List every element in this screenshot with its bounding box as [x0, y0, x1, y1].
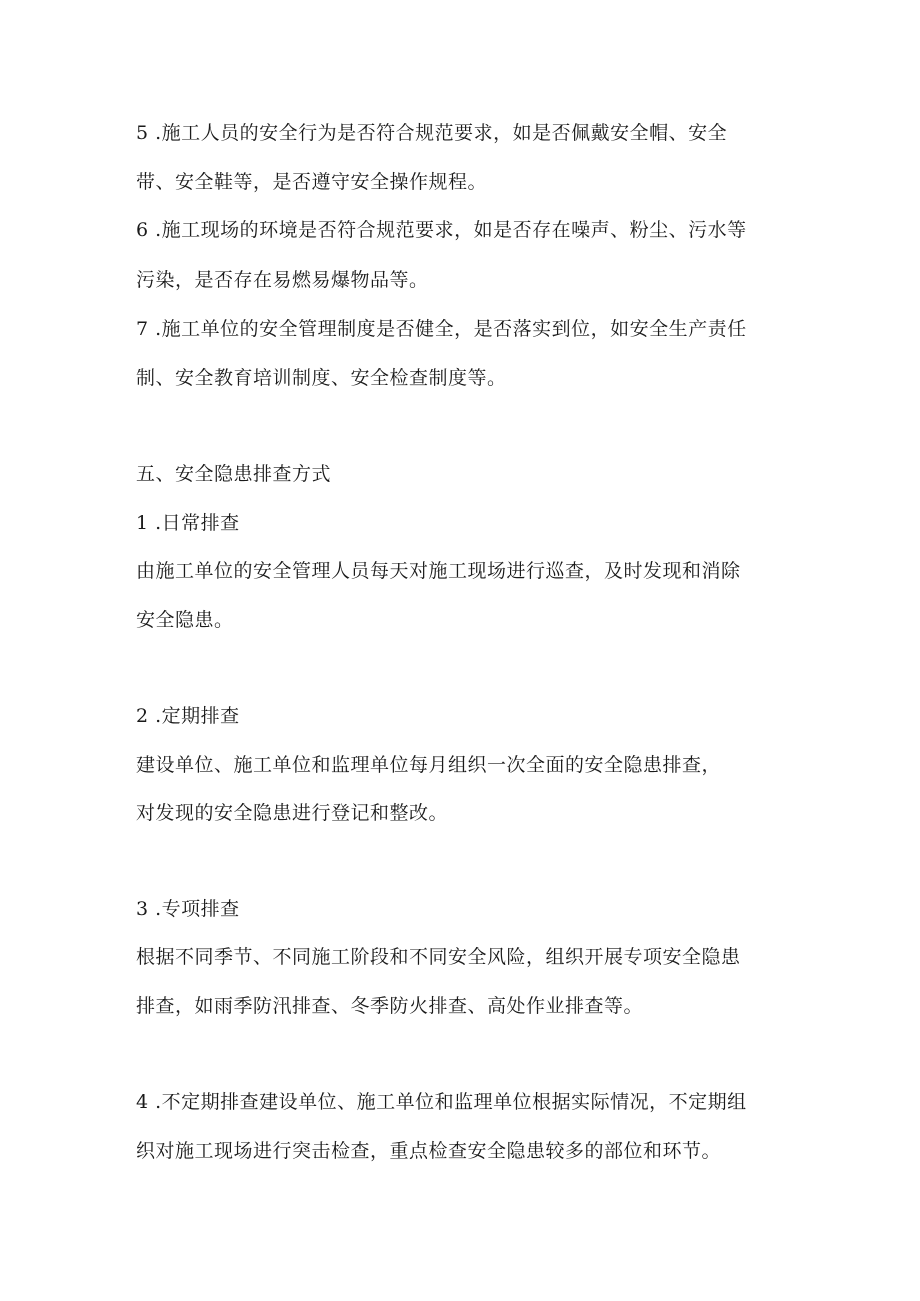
daily-text-line-1: 由施工单位的安全管理人员每天对施工现场进行巡查，及时发现和消除 [136, 560, 741, 582]
special-text-line-1: 根据不同季节、不同施工阶段和不同安全风险，组织开展专项安全隐患 [136, 946, 741, 968]
subheading-special: 3 .专项排查 [136, 898, 240, 920]
irregular-text-line-1: 4 .不定期排查建设单位、施工单位和监理单位根据实际情况，不定期组 [136, 1091, 747, 1113]
item-6-line-2: 污染，是否存在易燃易爆物品等。 [136, 269, 429, 291]
irregular-text-line-2: 织对施工现场进行突击检查，重点检查安全隐患较多的部位和环节。 [136, 1140, 722, 1162]
item-5-line-2: 带、安全鞋等，是否遵守安全操作规程。 [136, 171, 488, 193]
periodic-text-line-2: 对发现的安全隐患进行登记和整改。 [136, 802, 449, 824]
item-5-line-1: 5 .施工人员的安全行为是否符合规范要求，如是否佩戴安全帽、安全 [136, 122, 728, 144]
item-6-line-1: 6 .施工现场的环境是否符合规范要求，如是否存在噪声、粉尘、污水等 [136, 219, 747, 241]
daily-text-line-2: 安全隐患。 [136, 609, 234, 631]
special-text-line-2: 排查，如雨季防汛排查、冬季防火排查、高处作业排查等。 [136, 995, 644, 1017]
subheading-periodic: 2 .定期排查 [136, 705, 240, 727]
section-heading: 五、安全隐患排查方式 [136, 463, 332, 485]
item-7-line-1: 7 .施工单位的安全管理制度是否健全，是否落实到位，如安全生产责任 [136, 318, 747, 340]
item-7-line-2: 制、安全教育培训制度、安全检查制度等。 [136, 367, 507, 389]
periodic-text-line-1: 建设单位、施工单位和监理单位每月组织一次全面的安全隐患排查， [136, 754, 722, 776]
subheading-daily: 1 .日常排查 [136, 512, 240, 534]
